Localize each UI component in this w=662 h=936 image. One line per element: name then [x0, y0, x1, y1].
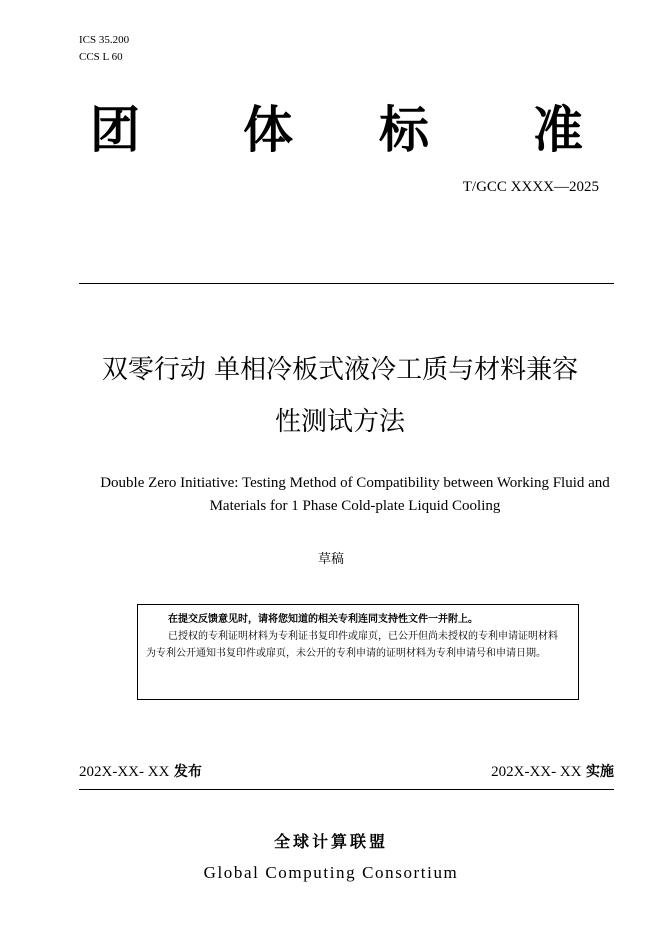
ics-code: ICS 35.200 — [79, 34, 130, 46]
title-en-line-2: Materials for 1 Phase Cold-plate Liquid Cooling — [209, 498, 501, 514]
ccs-code: CCS L 60 — [79, 51, 123, 63]
publish-date-line — [79, 763, 202, 781]
draft-label: 草稿 — [317, 552, 344, 567]
top-divider — [79, 283, 614, 284]
patent-notice-body: 已授权的专利证明材料为专利证书复印件或扉页，已公开但尚未授权的专利申请证明材料为专利公开通知书复印件或扉页，未公开的专利申请的证明材料为专利申请号和申请日期。 — [146, 631, 558, 659]
implement-date-line — [491, 763, 614, 781]
implement-date: 202X-XX- XX — [491, 764, 582, 780]
organization-name-en: Global Computing Consortium — [203, 863, 459, 882]
patent-notice-heading: 在提交反馈意见时，请将您知道的相关专利连同支持性文件一并附上。 — [168, 614, 478, 625]
publish-label: 发布 — [173, 764, 202, 780]
standard-type-char-3: 标 — [379, 101, 429, 159]
patent-notice-box — [137, 604, 579, 700]
organization-name-cn: 全球计算联盟 — [273, 832, 388, 851]
standard-type-char-1: 团 — [90, 101, 140, 159]
implement-label: 实施 — [586, 764, 614, 780]
standard-type-char-4: 准 — [533, 101, 583, 159]
standard-type-char-2: 体 — [243, 101, 293, 159]
title-cn-line-2: 性测试方法 — [274, 407, 405, 437]
title-cn-line-1: 双零行动 单相冷板式液冷工质与材料兼容 — [101, 355, 579, 385]
publish-date: 202X-XX- XX — [79, 764, 170, 780]
title-en-line-1: Double Zero Initiative: Testing Method of Compatibility between Working Fluid and — [100, 475, 610, 491]
standard-number: T/GCC XXXX—2025 — [462, 179, 599, 195]
bottom-divider — [79, 789, 614, 790]
